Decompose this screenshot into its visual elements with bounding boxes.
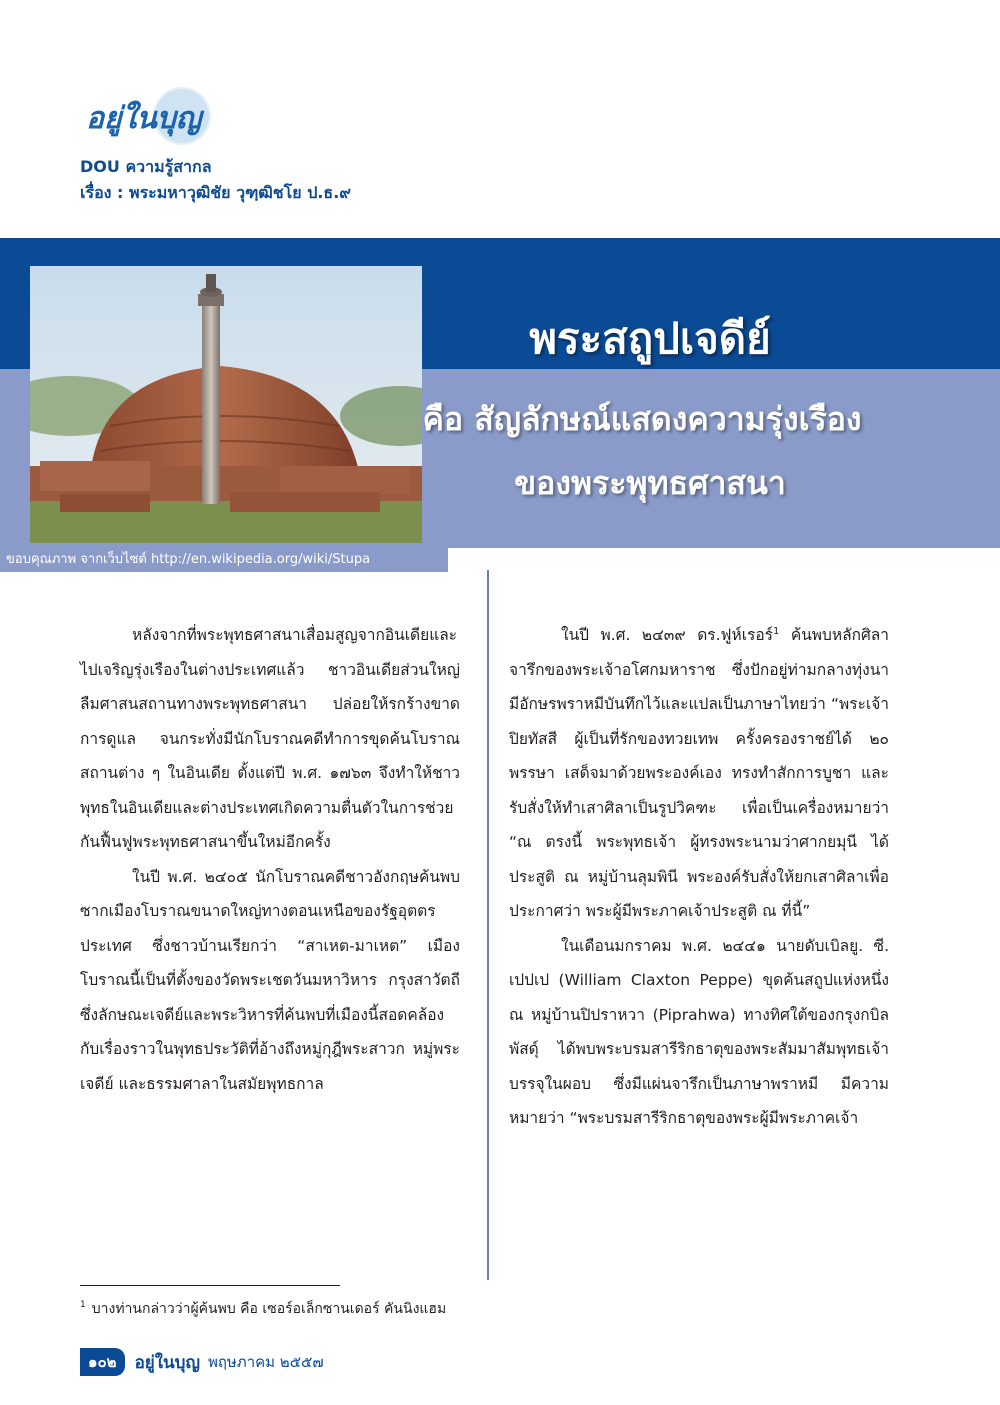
page-footer <box>80 1349 324 1375</box>
section-label: DOU ความรู้สากล <box>80 157 212 176</box>
paragraph <box>509 618 889 929</box>
right-column <box>509 618 889 1136</box>
footnote <box>80 1298 446 1320</box>
footnote-rule <box>80 1285 340 1286</box>
logo-text: อยู่ในบุญ <box>86 101 202 136</box>
paragraph-text: ค้นพบหลักศิลาจารึกของพระเจ้าอโศกมหาราช ซึ่งปักอยู่ท่ามกลางทุ่งนา มีอักษรพราหมีบันทึกไว้และแปลเป็นภาษาไทยว่า “พระเจ้าปิยทัสสี ผู้เป็นที่รักของทวยเทพ ครั้งครองราชย์ได้ ๒๐ พรรษา เสด็จมาด้วยพระองค์เอง ทรงทำสักการบูชา และรับสั่งให้ทำเสาศิลาเป็นรูปวิคฑะ เพื่อเป็นเครื่องหมายว่า “ณ ตรงนี้ พระพุทธเจ้า ผู้ทรงพระนามว่าศากยมุนี ได้ประสูติ ณ หมู่บ้านลุมพินี พระองค์รับสั่งให้ยกเสาศิลาเพื่อประกาศว่า พระผู้มีพระภาคเจ้าประสูติ ณ ที่นี้” <box>509 626 890 920</box>
issue-date: พฤษภาคม ๒๕๕๗ <box>207 1353 324 1371</box>
paragraph-text: ในปี พ.ศ. ๒๔๓๙ ดร.ฟูห์เรอร์ <box>561 626 773 644</box>
footnote-mark: 1 <box>80 1300 86 1311</box>
magazine-logo <box>78 86 213 152</box>
paragraph: ในปี พ.ศ. ๒๔๐๕ นักโบราณคดีชาวอังกฤษค้นพบซากเมืองโบราณขนาดใหญ่ทางตอนเหนือของรัฐอุตตรประเทศ ซึ่งชาวบ้านเรียกว่า “สาเหต-มาเหต” เมืองโบราณนี้เป็นที่ตั้งของวัดพระเชตวันมหาวิหาร กรุงสาวัตถี ซึ่งลักษณะเจดีย์และพระวิหารที่ค้นพบที่เมืองนี้สอดคล้องกับเรื่องราวในพุทธประวัติที่อ้างถึงหมู่กุฎีพระสาวก หมู่พระเจดีย์ และธรรมศาลาในสมัยพุทธกาล <box>80 867 460 1093</box>
magazine-name: อยู่ในบุญ <box>134 1352 200 1373</box>
footnote-text: บางท่านกล่าวว่าผู้ค้นพบ คือ เซอร์อเล็กซานเดอร์ คันนิงแฮม <box>91 1301 447 1317</box>
page-number: ๑๐๒ <box>80 1348 125 1376</box>
photo-credit: ขอบคุณภาพ จากเว็บไซต์ http://en.wikipedia.org/wiki/Stupa <box>0 548 448 572</box>
article-subtitle-line1: คือ สัญลักษณ์แสดงความรุ่งเรือง <box>422 400 862 438</box>
byline: เรื่อง : พระมหาวุฒิชัย วุฑฺฒิชโย ป.ธ.๙ <box>80 183 351 202</box>
column-divider <box>487 570 489 1280</box>
article-subtitle-line2: ของพระพุทธศาสนา <box>514 464 786 502</box>
paragraph: หลังจากที่พระพุทธศาสนาเสื่อมสูญจากอินเดียและไปเจริญรุ่งเรืองในต่างประเทศแล้ว ชาวอินเดียส่วนใหญ่ลืมศาสนสถานทางพระพุทธศาสนา ปล่อยให้รกร้างขาดการดูแล จนกระทั่งมีนักโบราณคดีทำการขุดค้นโบราณสถานต่าง ๆ ในอินเดีย ตั้งแต่ปี พ.ศ. ๑๗๖๓ จึงทำให้ชาวพุทธในอินเดียและต่างประเทศเกิดความตื่นตัวในการช่วยกันฟื้นฟูพระพุทธศาสนาขึ้นใหม่อีกครั้ง <box>80 626 460 851</box>
article-title: พระสถูปเจดีย์ <box>529 314 771 363</box>
left-column <box>80 618 460 1101</box>
footnote-reference: 1 <box>773 625 780 637</box>
paragraph: ในเดือนมกราคม พ.ศ. ๒๔๔๑ นายดับเบิลยู. ซี. เปปเป (William Claxton Peppe) ขุดค้นสถูปแห่งหนึ่ง ณ หมู่บ้านปิปราหวา (Piprahwa) ทางทิศใต้ของกรุงกบิลพัสดุ์ ได้พบพระบรมสารีริกธาตุของพระสัมมาสัมพุทธเจ้าบรรจุในผอบ ซึ่งมีแผ่นจารึกเป็นภาษาพราหมี มีความหมายว่า “พระบรมสารีริกธาตุของพระผู้มีพระภาคเจ้า <box>509 936 889 1127</box>
stupa-photo <box>30 266 422 543</box>
